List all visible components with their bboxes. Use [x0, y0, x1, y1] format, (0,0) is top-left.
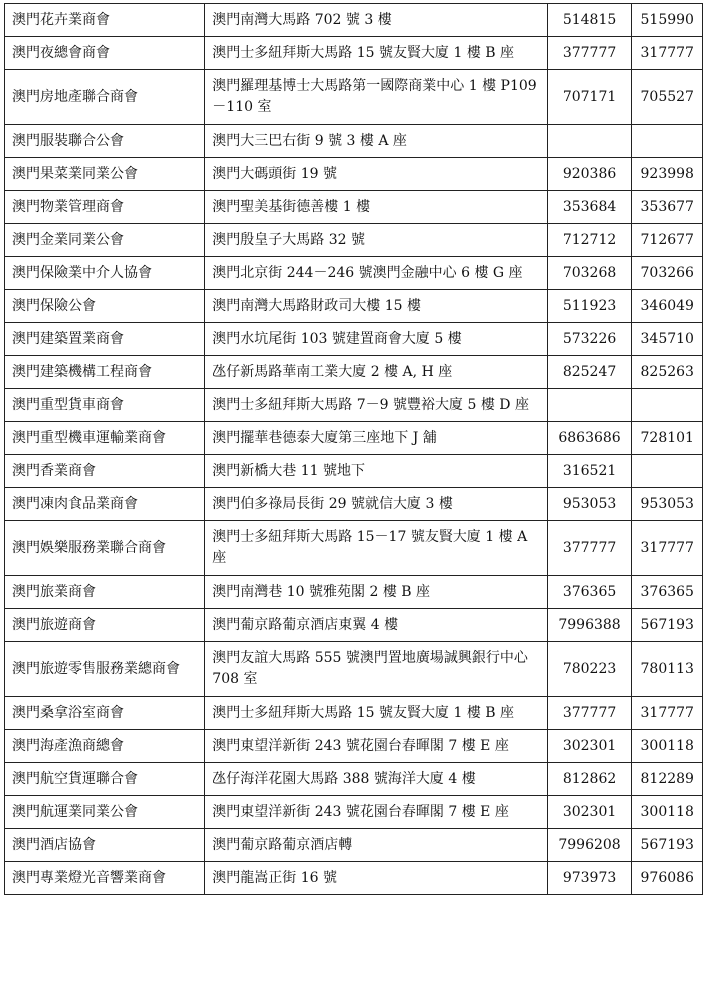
association-name: 澳門酒店協會 [5, 829, 205, 862]
phone-number: 812862 [547, 763, 632, 796]
table-row [5, 697, 703, 730]
fax-number: 712677 [632, 224, 703, 257]
fax-number: 346049 [632, 290, 703, 323]
association-name: 澳門物業管理商會 [5, 191, 205, 224]
table-row [5, 323, 703, 356]
association-name: 澳門桑拿浴室商會 [5, 697, 205, 730]
phone-number: 7996208 [547, 829, 632, 862]
address: 澳門擺華巷德泰大廈第三座地下 J 舖 [205, 422, 547, 455]
phone-number: 7996388 [547, 609, 632, 642]
address: 澳門士多紐拜斯大馬路 15 號友賢大廈 1 樓 B 座 [205, 37, 547, 70]
association-name: 澳門金業同業公會 [5, 224, 205, 257]
association-name: 澳門服裝聯合公會 [5, 125, 205, 158]
table-row [5, 521, 703, 576]
association-name: 澳門重型貨車商會 [5, 389, 205, 422]
address: 澳門龍嵩正街 16 號 [205, 862, 547, 895]
association-name: 澳門旅遊商會 [5, 609, 205, 642]
table-row [5, 224, 703, 257]
association-name: 澳門建築機構工程商會 [5, 356, 205, 389]
association-name: 澳門香業商會 [5, 455, 205, 488]
address: 澳門南灣大馬路 702 號 3 樓 [205, 4, 547, 37]
table-row [5, 488, 703, 521]
association-name: 澳門保險業中介人協會 [5, 257, 205, 290]
fax-number: 703266 [632, 257, 703, 290]
phone-number: 6863686 [547, 422, 632, 455]
table-row [5, 730, 703, 763]
fax-number: 376365 [632, 576, 703, 609]
fax-number: 345710 [632, 323, 703, 356]
association-directory-table [4, 3, 703, 895]
fax-number: 728101 [632, 422, 703, 455]
phone-number: 703268 [547, 257, 632, 290]
association-name: 澳門夜總會商會 [5, 37, 205, 70]
association-name: 澳門重型機車運輸業商會 [5, 422, 205, 455]
fax-number: 300118 [632, 796, 703, 829]
association-name: 澳門海產漁商總會 [5, 730, 205, 763]
phone-number: 377777 [547, 37, 632, 70]
fax-number: 300118 [632, 730, 703, 763]
association-name: 澳門花卉業商會 [5, 4, 205, 37]
fax-number: 923998 [632, 158, 703, 191]
fax-number: 705527 [632, 70, 703, 125]
table-row [5, 191, 703, 224]
association-name: 澳門專業燈光音響業商會 [5, 862, 205, 895]
phone-number: 825247 [547, 356, 632, 389]
address: 澳門東望洋新街 243 號花園台春暉閣 7 樓 E 座 [205, 730, 547, 763]
phone-number: 302301 [547, 730, 632, 763]
address: 澳門新橋大巷 11 號地下 [205, 455, 547, 488]
address: 澳門殷皇子大馬路 32 號 [205, 224, 547, 257]
fax-number: 976086 [632, 862, 703, 895]
phone-number: 707171 [547, 70, 632, 125]
phone-number: 953053 [547, 488, 632, 521]
fax-number: 317777 [632, 37, 703, 70]
address: 氹仔海洋花園大馬路 388 號海洋大廈 4 樓 [205, 763, 547, 796]
table-row [5, 70, 703, 125]
association-name: 澳門保險公會 [5, 290, 205, 323]
phone-number: 377777 [547, 521, 632, 576]
phone-number: 573226 [547, 323, 632, 356]
address: 澳門葡京路葡京酒店轉 [205, 829, 547, 862]
address: 澳門士多紐拜斯大馬路 15－17 號友賢大廈 1 樓 A 座 [205, 521, 547, 576]
fax-number: 812289 [632, 763, 703, 796]
table-row [5, 125, 703, 158]
fax-number [632, 455, 703, 488]
table-row [5, 290, 703, 323]
table-body [5, 4, 703, 895]
association-name: 澳門旅業商會 [5, 576, 205, 609]
fax-number: 780113 [632, 642, 703, 697]
address: 澳門大三巴右街 9 號 3 樓 A 座 [205, 125, 547, 158]
address: 澳門聖美基街德善樓 1 樓 [205, 191, 547, 224]
table-row [5, 356, 703, 389]
fax-number: 353677 [632, 191, 703, 224]
table-row [5, 576, 703, 609]
address: 澳門水坑尾街 103 號建置商會大廈 5 樓 [205, 323, 547, 356]
table-row [5, 4, 703, 37]
address: 澳門南灣巷 10 號雅苑閣 2 樓 B 座 [205, 576, 547, 609]
table-row [5, 455, 703, 488]
table-row [5, 422, 703, 455]
association-name: 澳門娛樂服務業聯合商會 [5, 521, 205, 576]
fax-number: 953053 [632, 488, 703, 521]
fax-number: 825263 [632, 356, 703, 389]
table-row [5, 389, 703, 422]
address: 澳門南灣大馬路財政司大樓 15 樓 [205, 290, 547, 323]
address: 澳門北京街 244－246 號澳門金融中心 6 樓 G 座 [205, 257, 547, 290]
address: 澳門伯多祿局長街 29 號就信大廈 3 樓 [205, 488, 547, 521]
fax-number: 567193 [632, 829, 703, 862]
phone-number: 376365 [547, 576, 632, 609]
phone-number [547, 389, 632, 422]
address: 澳門士多紐拜斯大馬路 15 號友賢大廈 1 樓 B 座 [205, 697, 547, 730]
table-row [5, 609, 703, 642]
fax-number: 317777 [632, 697, 703, 730]
association-name: 澳門凍肉食品業商會 [5, 488, 205, 521]
phone-number: 973973 [547, 862, 632, 895]
association-name: 澳門航運業同業公會 [5, 796, 205, 829]
phone-number: 302301 [547, 796, 632, 829]
table-row [5, 642, 703, 697]
address: 澳門大碼頭街 19 號 [205, 158, 547, 191]
phone-number: 511923 [547, 290, 632, 323]
table-row [5, 158, 703, 191]
fax-number: 515990 [632, 4, 703, 37]
association-name: 澳門航空貨運聯合會 [5, 763, 205, 796]
association-name: 澳門果菜業同業公會 [5, 158, 205, 191]
association-name: 澳門房地產聯合商會 [5, 70, 205, 125]
address: 澳門友誼大馬路 555 號澳門置地廣場誠興銀行中心 708 室 [205, 642, 547, 697]
association-name: 澳門旅遊零售服務業總商會 [5, 642, 205, 697]
table-row [5, 862, 703, 895]
address: 澳門葡京路葡京酒店東翼 4 樓 [205, 609, 547, 642]
table-row [5, 37, 703, 70]
phone-number: 780223 [547, 642, 632, 697]
address: 澳門東望洋新街 243 號花園台春暉閣 7 樓 E 座 [205, 796, 547, 829]
fax-number: 317777 [632, 521, 703, 576]
association-name: 澳門建築置業商會 [5, 323, 205, 356]
table-row [5, 763, 703, 796]
fax-number [632, 389, 703, 422]
address: 氹仔新馬路華南工業大廈 2 樓 A, H 座 [205, 356, 547, 389]
address: 澳門士多紐拜斯大馬路 7－9 號豐裕大廈 5 樓 D 座 [205, 389, 547, 422]
fax-number [632, 125, 703, 158]
phone-number: 353684 [547, 191, 632, 224]
address: 澳門羅理基博士大馬路第一國際商業中心 1 樓 P109 －110 室 [205, 70, 547, 125]
fax-number: 567193 [632, 609, 703, 642]
phone-number [547, 125, 632, 158]
phone-number: 920386 [547, 158, 632, 191]
table-row [5, 796, 703, 829]
table-row [5, 829, 703, 862]
phone-number: 514815 [547, 4, 632, 37]
phone-number: 377777 [547, 697, 632, 730]
phone-number: 712712 [547, 224, 632, 257]
phone-number: 316521 [547, 455, 632, 488]
table-row [5, 257, 703, 290]
